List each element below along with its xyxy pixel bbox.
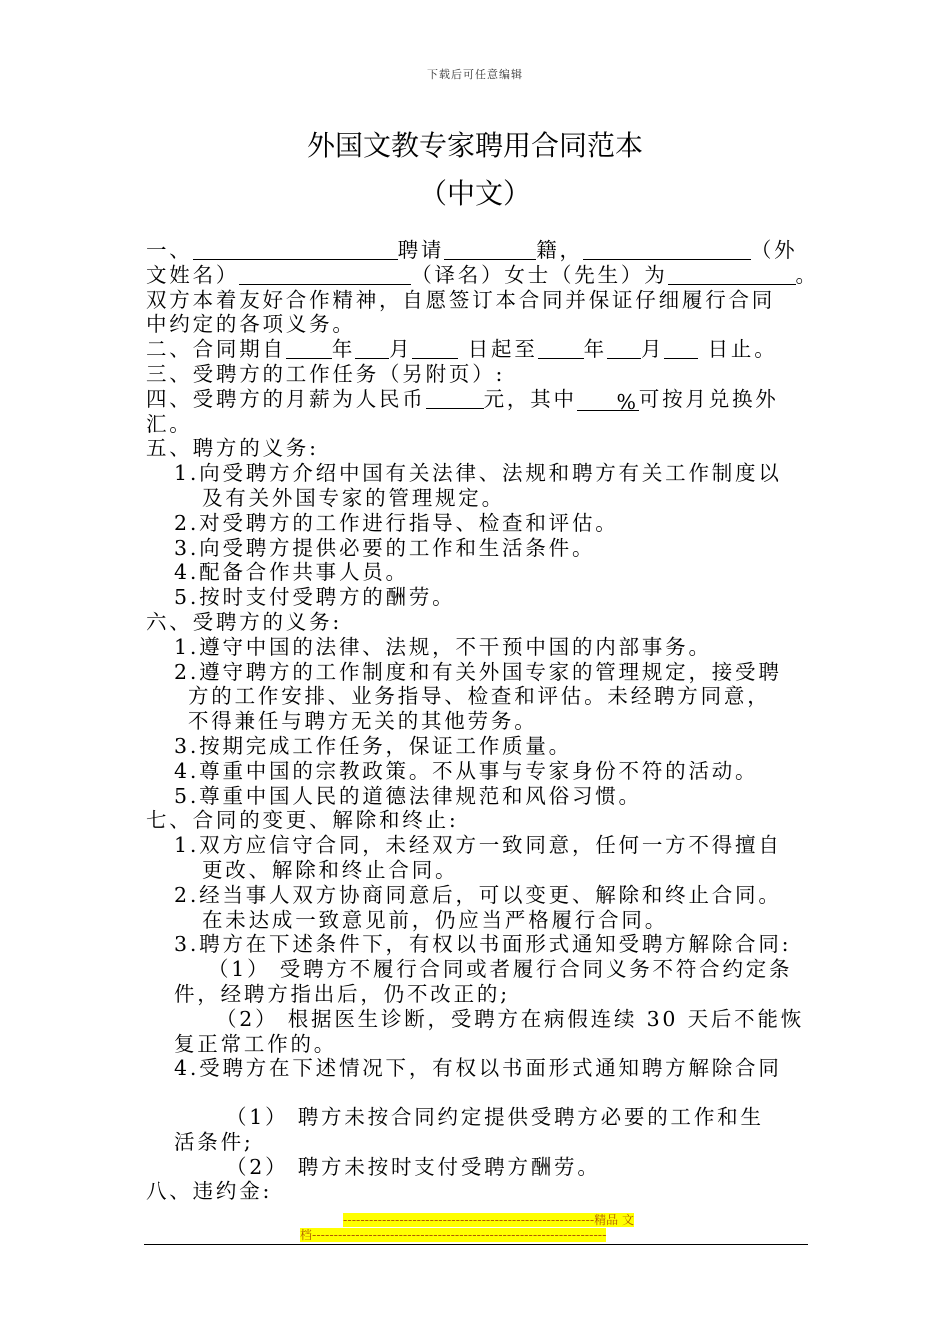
clause-1-prefix: 一、 xyxy=(146,238,193,262)
clause-5-item-1: 1.向受聘方介绍中国有关法律、法规和聘方有关工作制度以 xyxy=(174,461,782,486)
start-year-blank[interactable] xyxy=(286,338,332,359)
percent-blank[interactable] xyxy=(577,389,639,414)
clause-5-item-4: 4.配备合作共事人员。 xyxy=(174,560,409,585)
clause-7-item-3-2-cont: 复正常工作的。 xyxy=(174,1031,338,1056)
clause-7-item-2: 2.经当事人双方协商同意后，可以变更、解除和终止合同。 xyxy=(174,882,782,907)
document-subtitle: （中文） xyxy=(418,177,531,210)
clause-7-item-4: 4.受聘方在下述情况下，有权以书面形式通知聘方解除合同 xyxy=(174,1056,782,1081)
clause-5-item-5: 5.按时支付受聘方的酬劳。 xyxy=(174,585,456,610)
contract-body xyxy=(146,238,819,1204)
position-blank[interactable] xyxy=(668,264,796,285)
clause-7-item-3: 3.聘方在下述条件下，有权以书面形式通知受聘方解除合同: xyxy=(174,932,792,957)
clause-7-item-4-1: （1） 聘方未按合同约定提供受聘方必要的工作和生 xyxy=(226,1105,764,1130)
clause-7-item-3-1: （1） 受聘方不履行合同或者履行合同义务不符合约定条 xyxy=(208,957,793,982)
employer-blank[interactable] xyxy=(193,239,398,260)
clause-3: 三、受聘方的工作任务（另附页）: xyxy=(146,361,506,386)
foreign-name-blank[interactable] xyxy=(583,239,751,260)
clause-6-item-4: 4.尊重中国的宗教政策。不从事与专家身份不符的活动。 xyxy=(174,758,759,783)
end-month-blank[interactable] xyxy=(607,338,641,359)
end-day-label: 日止。 xyxy=(698,337,778,362)
nationality-blank[interactable] xyxy=(444,239,536,260)
salary-blank[interactable] xyxy=(426,388,484,409)
clause-4-line-1 xyxy=(146,387,810,412)
clause-5-item-3: 3.向受聘方提供必要的工作和生活条件。 xyxy=(174,535,596,560)
footer-banner-line-1 xyxy=(300,1213,634,1227)
clause-7-heading: 七、合同的变更、解除和终止: xyxy=(146,808,459,833)
clause-5-item-1-cont: 及有关外国专家的管理规定。 xyxy=(202,485,505,510)
clause-7-item-1-cont: 更改、解除和终止合同。 xyxy=(202,857,459,882)
salary-label: 四、受聘方的月薪为人民币 xyxy=(146,386,426,411)
translated-name-label: （译名）女士（先生）为 xyxy=(411,262,668,287)
footer-text-2: 档-------------------------------------------------------------------- xyxy=(300,1228,607,1242)
foreign-name-label-2: 文姓名） xyxy=(146,262,240,287)
end-year-blank[interactable] xyxy=(538,338,584,359)
clause-6-item-3: 3.按期完成工作任务，保证工作质量。 xyxy=(174,733,572,758)
clause-2 xyxy=(146,337,810,362)
footer-text-1: ----------------------------------------------------------精品 文 xyxy=(343,1213,634,1227)
start-month-label: 月 xyxy=(389,337,413,362)
end-year-label: 年 xyxy=(583,337,607,362)
hire-label: 聘请 xyxy=(397,238,445,262)
clause-1-line-4: 中约定的各项义务。 xyxy=(146,312,356,337)
clause-7-item-4-2: （2） 聘方未按时支付受聘方酬劳。 xyxy=(226,1154,601,1179)
nationality-label: 籍， xyxy=(536,238,583,262)
start-day-label: 日起至 xyxy=(458,337,538,362)
clause-7-item-1: 1.双方应信守合同，未经双方一致同意，任何一方不得擅自 xyxy=(174,833,782,858)
end-month-label: 月 xyxy=(640,337,665,362)
clause-6-item-2: 2.遵守聘方的工作制度和有关外国专家的管理规定，接受聘 xyxy=(174,659,782,684)
clause-7-item-3-1-cont: 件，经聘方指出后，仍不改正的; xyxy=(174,981,510,1006)
start-month-blank[interactable] xyxy=(355,338,389,359)
document-title: 外国文教专家聘用合同范本 xyxy=(306,129,643,162)
clause-5-item-2: 2.对受聘方的工作进行指导、检查和评估。 xyxy=(174,510,619,535)
clause-8-heading: 八、违约金: xyxy=(146,1179,273,1204)
start-year-label: 年 xyxy=(331,337,356,362)
translated-name-blank[interactable] xyxy=(239,264,411,285)
clause-6-item-5: 5.尊重中国人民的道德法律规范和风俗习惯。 xyxy=(174,783,642,808)
clause-6-item-1: 1.遵守中国的法律、法规，不干预中国的内部事务。 xyxy=(174,634,712,659)
salary-unit-label: 元，其中 xyxy=(483,386,577,411)
clause-6-item-2-cont-2: 不得兼任与聘方无关的其他劳务。 xyxy=(188,709,538,734)
header-note: 下载后可任意编辑 xyxy=(427,68,523,81)
clause-7-item-4-1-cont: 活条件; xyxy=(174,1129,254,1154)
exchange-label: 可按月兑换外 xyxy=(638,386,779,411)
footer-banner-line-2 xyxy=(300,1228,650,1242)
clause-6-heading: 六、受聘方的义务: xyxy=(146,609,343,634)
clause-5-heading: 五、聘方的义务: xyxy=(146,436,319,461)
clause-1-period: 。 xyxy=(795,262,819,287)
clause-7-item-2-cont: 在未达成一致意见前，仍应当严格履行合同。 xyxy=(202,907,668,932)
clause-1-line-2 xyxy=(146,262,819,288)
term-from-label: 二、合同期自 xyxy=(146,337,286,362)
spacer xyxy=(146,1081,810,1105)
clause-4-line-2: 汇。 xyxy=(146,411,193,436)
percent-sign: % xyxy=(616,389,639,414)
start-day-blank[interactable] xyxy=(412,338,458,359)
clause-6-item-2-cont-1: 方的工作安排、业务指导、检查和评估。未经聘方同意， xyxy=(188,684,771,709)
footer-rule xyxy=(144,1244,808,1245)
clause-1-line-1 xyxy=(146,238,810,263)
foreign-name-label: （外 xyxy=(750,238,798,262)
clause-1-line-3: 双方本着友好合作精神，自愿签订本合同并保证仔细履行合同 xyxy=(146,287,776,312)
end-day-blank[interactable] xyxy=(664,338,698,359)
clause-7-item-3-2: （2） 根据医生诊断，受聘方在病假连续 30 天后不能恢 xyxy=(216,1006,805,1031)
